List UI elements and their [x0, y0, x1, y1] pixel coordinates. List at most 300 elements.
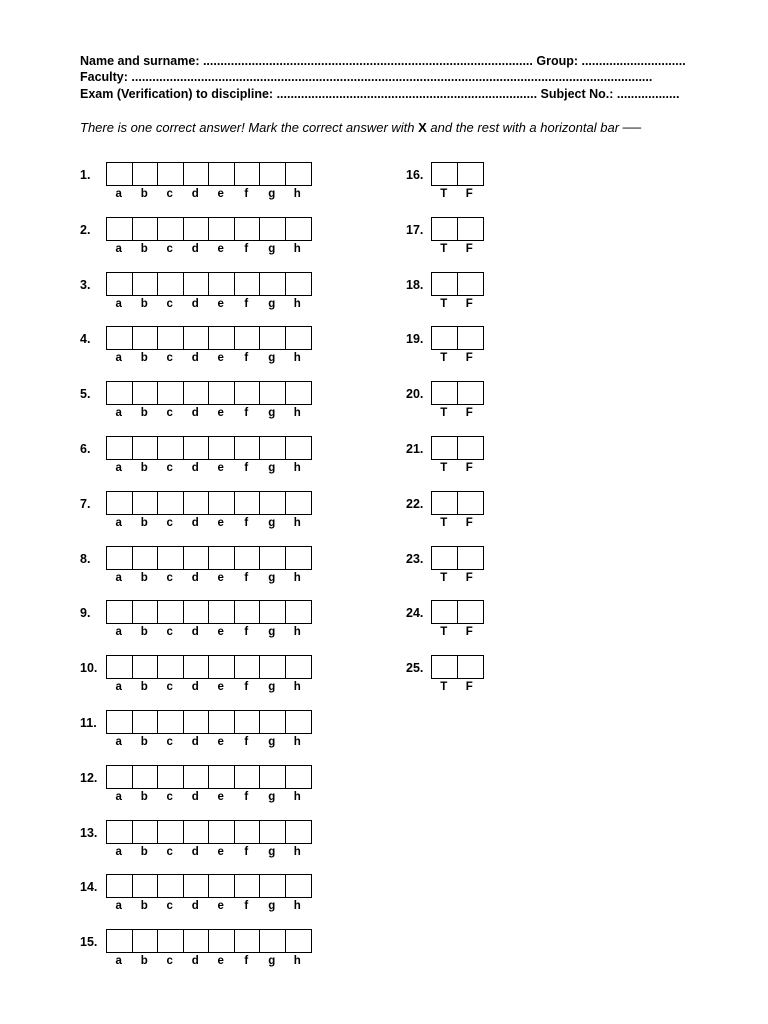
answer-box-T[interactable] — [432, 656, 458, 678]
option-label: T — [440, 571, 448, 584]
answer-box-f[interactable] — [235, 547, 261, 569]
option-label: F — [465, 297, 473, 310]
option-label: T — [440, 681, 448, 694]
question-number: 19. — [406, 332, 424, 347]
option-label: c — [166, 516, 173, 529]
answer-box-d[interactable] — [184, 656, 210, 678]
option-labels — [106, 516, 310, 530]
option-label: a — [115, 188, 122, 200]
option-label: d — [191, 352, 199, 365]
answer-box-T[interactable] — [432, 437, 458, 459]
option-label: h — [293, 845, 301, 858]
answer-box-F[interactable] — [458, 547, 484, 569]
question-number: 9. — [80, 606, 91, 621]
question-number: 23. — [406, 551, 424, 566]
option-label: g — [268, 297, 276, 310]
option-label: c — [166, 242, 173, 255]
option-label: e — [217, 955, 224, 968]
option-label: e — [217, 352, 224, 365]
answer-box-e[interactable] — [209, 766, 235, 788]
answer-box-b[interactable] — [133, 547, 159, 569]
answer-box-e[interactable] — [209, 163, 235, 185]
option-label: c — [166, 900, 173, 913]
option-label: g — [268, 516, 276, 529]
option-label: f — [244, 790, 249, 803]
option-label: g — [268, 407, 276, 420]
answer-box-e[interactable] — [209, 930, 235, 952]
answer-boxes — [106, 381, 312, 405]
answer-box-e[interactable] — [209, 492, 235, 514]
option-label: b — [140, 790, 148, 803]
answer-box-F[interactable] — [458, 327, 484, 349]
question-number: 11. — [80, 716, 97, 730]
option-label: a — [115, 571, 122, 584]
answer-box-b[interactable] — [133, 437, 159, 459]
answer-box-d[interactable] — [184, 601, 210, 623]
option-label: c — [166, 736, 173, 748]
answer-box-F[interactable] — [458, 163, 484, 185]
answer-box-b[interactable] — [133, 601, 159, 623]
answer-box-g[interactable] — [260, 163, 286, 185]
option-labels — [431, 297, 482, 311]
answer-box-c[interactable] — [158, 492, 184, 514]
answer-box-g[interactable] — [260, 218, 286, 240]
option-label: b — [140, 516, 148, 529]
answer-box-g[interactable] — [260, 273, 286, 295]
instructions-mark: X — [418, 120, 427, 135]
option-label: f — [244, 571, 249, 584]
answer-box-f[interactable] — [235, 711, 261, 733]
answer-box-F[interactable] — [458, 656, 484, 678]
option-label: F — [465, 407, 473, 420]
answer-boxes — [106, 272, 312, 296]
option-label: h — [293, 736, 301, 748]
option-label: h — [293, 790, 301, 803]
answer-box-T[interactable] — [432, 218, 458, 240]
option-label: e — [217, 407, 224, 420]
question-number: 22. — [406, 496, 424, 511]
answer-box-a[interactable] — [107, 601, 133, 623]
answer-boxes — [106, 491, 312, 515]
answer-box-g[interactable] — [260, 601, 286, 623]
answer-box-c[interactable] — [158, 601, 184, 623]
answer-box-h[interactable] — [286, 711, 312, 733]
answer-box-e[interactable] — [209, 382, 235, 404]
answer-box-a[interactable] — [107, 930, 133, 952]
option-label: a — [115, 462, 122, 474]
answer-box-g[interactable] — [260, 547, 286, 569]
option-label: f — [244, 516, 249, 529]
option-label: d — [191, 407, 199, 420]
answer-box-b[interactable] — [133, 656, 159, 678]
option-label: T — [440, 407, 448, 420]
option-label: b — [140, 352, 148, 365]
answer-box-c[interactable] — [158, 656, 184, 678]
option-label: c — [166, 790, 173, 803]
option-label: d — [191, 462, 199, 474]
option-labels — [106, 954, 310, 968]
answer-box-e[interactable] — [209, 327, 235, 349]
answer-box-c[interactable] — [158, 273, 184, 295]
option-label: g — [268, 626, 276, 639]
option-labels — [106, 406, 310, 420]
answer-box-a[interactable] — [107, 656, 133, 678]
answer-box-g[interactable] — [260, 821, 286, 843]
option-label: a — [115, 407, 122, 420]
option-label: f — [244, 626, 249, 639]
answer-box-a[interactable] — [107, 163, 133, 185]
answer-box-d[interactable] — [184, 821, 210, 843]
answer-box-f[interactable] — [235, 875, 261, 897]
option-label: e — [217, 571, 224, 584]
answer-box-h[interactable] — [286, 875, 312, 897]
option-label: d — [191, 242, 199, 255]
option-label: a — [115, 297, 122, 310]
answer-box-a[interactable] — [107, 547, 133, 569]
answer-box-h[interactable] — [286, 492, 312, 514]
answer-box-b[interactable] — [133, 875, 159, 897]
option-label: c — [166, 571, 173, 584]
option-label: h — [293, 955, 301, 968]
instructions-text-end: and the rest with a horizontal bar ── — [426, 120, 642, 135]
option-label: b — [140, 845, 148, 858]
option-label: h — [293, 407, 301, 420]
option-labels — [106, 242, 310, 256]
option-label: a — [115, 845, 122, 858]
answer-box-c[interactable] — [158, 163, 184, 185]
option-label: g — [268, 352, 276, 365]
answer-box-f[interactable] — [235, 437, 261, 459]
question-number: 17. — [406, 222, 424, 237]
option-labels — [106, 735, 310, 749]
question-number: 13. — [80, 825, 98, 840]
answer-box-h[interactable] — [286, 547, 312, 569]
question-number: 20. — [406, 387, 424, 402]
option-label: c — [166, 681, 173, 694]
option-label: a — [115, 900, 122, 913]
answer-box-h[interactable] — [286, 273, 312, 295]
option-label: a — [115, 681, 122, 694]
answer-box-f[interactable] — [235, 382, 261, 404]
option-labels — [431, 680, 482, 694]
option-label: e — [217, 681, 224, 694]
answer-box-e[interactable] — [209, 218, 235, 240]
answer-box-h[interactable] — [286, 821, 312, 843]
question-number: 12. — [80, 770, 98, 785]
answer-boxes — [106, 326, 312, 350]
answer-box-f[interactable] — [235, 766, 261, 788]
answer-box-h[interactable] — [286, 163, 312, 185]
answer-box-b[interactable] — [133, 930, 159, 952]
answer-box-F[interactable] — [458, 492, 484, 514]
option-label: a — [115, 516, 122, 529]
answer-box-c[interactable] — [158, 821, 184, 843]
option-label: h — [293, 900, 301, 913]
option-labels — [106, 625, 310, 639]
option-label: a — [115, 626, 122, 639]
option-labels — [106, 571, 310, 585]
answer-box-a[interactable] — [107, 821, 133, 843]
option-label: g — [268, 900, 276, 913]
option-label: f — [244, 297, 249, 310]
option-label: a — [115, 736, 122, 748]
option-label: b — [140, 681, 148, 694]
question-number: 25. — [406, 661, 424, 676]
answer-boxes — [431, 381, 484, 405]
answer-box-b[interactable] — [133, 218, 159, 240]
option-label: g — [268, 955, 276, 968]
answer-box-d[interactable] — [184, 382, 210, 404]
answer-boxes — [431, 326, 484, 350]
option-label: g — [268, 188, 276, 200]
option-label: d — [191, 900, 199, 913]
answer-box-g[interactable] — [260, 711, 286, 733]
answer-box-a[interactable] — [107, 492, 133, 514]
answer-box-f[interactable] — [235, 218, 261, 240]
answer-box-h[interactable] — [286, 766, 312, 788]
instructions — [80, 120, 641, 135]
option-label: h — [293, 188, 301, 200]
question-number: 2. — [80, 222, 91, 237]
answer-box-F[interactable] — [458, 601, 484, 623]
answer-box-e[interactable] — [209, 601, 235, 623]
answer-box-f[interactable] — [235, 821, 261, 843]
answer-box-e[interactable] — [209, 437, 235, 459]
option-labels — [431, 461, 482, 475]
answer-box-c[interactable] — [158, 711, 184, 733]
answer-box-b[interactable] — [133, 821, 159, 843]
answer-box-d[interactable] — [184, 218, 210, 240]
question-number: 15. — [80, 935, 98, 950]
option-labels — [431, 625, 482, 639]
option-label: e — [217, 845, 224, 858]
option-label: a — [115, 790, 122, 803]
answer-boxes — [431, 436, 484, 460]
answer-box-d[interactable] — [184, 766, 210, 788]
answer-box-b[interactable] — [133, 766, 159, 788]
option-labels — [431, 242, 482, 256]
answer-box-b[interactable] — [133, 273, 159, 295]
option-label: g — [268, 242, 276, 255]
faculty-line: Faculty: ...................................................................................................................................................... — [80, 70, 653, 84]
answer-box-c[interactable] — [158, 218, 184, 240]
answer-box-d[interactable] — [184, 163, 210, 185]
option-label: T — [440, 516, 448, 529]
answer-box-T[interactable] — [432, 163, 458, 185]
question-number: 5. — [80, 387, 91, 402]
answer-box-T[interactable] — [432, 547, 458, 569]
answer-box-f[interactable] — [235, 273, 261, 295]
answer-box-c[interactable] — [158, 437, 184, 459]
answer-box-a[interactable] — [107, 711, 133, 733]
answer-box-h[interactable] — [286, 656, 312, 678]
answer-box-T[interactable] — [432, 273, 458, 295]
question-number: 14. — [80, 880, 98, 895]
option-label: c — [166, 626, 173, 639]
answer-box-d[interactable] — [184, 547, 210, 569]
option-label: h — [293, 352, 301, 365]
option-labels — [106, 790, 310, 804]
answer-boxes — [106, 710, 312, 734]
option-labels — [431, 516, 482, 530]
question-number: 1. — [80, 168, 91, 182]
answer-box-b[interactable] — [133, 382, 159, 404]
answer-box-c[interactable] — [158, 547, 184, 569]
option-labels — [106, 187, 310, 201]
answer-box-d[interactable] — [184, 327, 210, 349]
answer-box-b[interactable] — [133, 327, 159, 349]
answer-box-a[interactable] — [107, 875, 133, 897]
answer-boxes — [431, 655, 484, 679]
answer-box-a[interactable] — [107, 437, 133, 459]
answer-box-c[interactable] — [158, 766, 184, 788]
option-label: h — [293, 571, 301, 584]
answer-box-g[interactable] — [260, 437, 286, 459]
answer-box-c[interactable] — [158, 875, 184, 897]
option-label: F — [465, 571, 473, 584]
option-label: d — [191, 626, 199, 639]
answer-box-g[interactable] — [260, 656, 286, 678]
option-label: f — [244, 955, 249, 968]
answer-box-c[interactable] — [158, 382, 184, 404]
question-number: 7. — [80, 496, 91, 511]
option-label: a — [115, 955, 122, 968]
answer-box-T[interactable] — [432, 492, 458, 514]
answer-box-d[interactable] — [184, 930, 210, 952]
answer-box-b[interactable] — [133, 711, 159, 733]
option-label: b — [140, 571, 148, 584]
option-labels — [106, 845, 310, 859]
option-labels — [106, 297, 310, 311]
option-label: b — [140, 407, 148, 420]
option-label: h — [293, 681, 301, 694]
answer-box-g[interactable] — [260, 875, 286, 897]
answer-box-h[interactable] — [286, 601, 312, 623]
answer-box-c[interactable] — [158, 930, 184, 952]
option-label: e — [217, 790, 224, 803]
answer-boxes — [106, 217, 312, 241]
answer-box-T[interactable] — [432, 601, 458, 623]
answer-boxes — [431, 491, 484, 515]
answer-box-b[interactable] — [133, 492, 159, 514]
answer-boxes — [431, 600, 484, 624]
answer-box-T[interactable] — [432, 327, 458, 349]
answer-box-g[interactable] — [260, 327, 286, 349]
question-number: 4. — [80, 332, 91, 347]
option-label: h — [293, 626, 301, 639]
option-label: c — [166, 955, 173, 968]
answer-boxes — [431, 162, 484, 186]
option-label: b — [140, 462, 148, 474]
answer-box-d[interactable] — [184, 437, 210, 459]
question-number: 16. — [406, 168, 424, 182]
option-label: b — [140, 297, 148, 310]
answer-box-f[interactable] — [235, 930, 261, 952]
option-label: f — [244, 188, 249, 200]
answer-boxes — [106, 546, 312, 570]
answer-box-f[interactable] — [235, 656, 261, 678]
answer-box-F[interactable] — [458, 382, 484, 404]
instructions-text-start: There is one correct answer! Mark the correct answer with — [80, 120, 419, 135]
option-label: e — [217, 736, 224, 748]
answer-box-e[interactable] — [209, 656, 235, 678]
answer-box-f[interactable] — [235, 327, 261, 349]
answer-box-e[interactable] — [209, 547, 235, 569]
option-label: h — [293, 516, 301, 529]
answer-box-d[interactable] — [184, 273, 210, 295]
name-surname-group-line: Name and surname: ............................................................................................... Group: .............................. — [80, 54, 686, 68]
answer-box-d[interactable] — [184, 875, 210, 897]
answer-box-f[interactable] — [235, 601, 261, 623]
answer-box-h[interactable] — [286, 930, 312, 952]
answer-box-g[interactable] — [260, 766, 286, 788]
option-label: g — [268, 790, 276, 803]
option-label: b — [140, 188, 148, 200]
question-number: 10. — [80, 661, 98, 676]
answer-box-h[interactable] — [286, 437, 312, 459]
question-number: 21. — [406, 442, 424, 456]
answer-box-d[interactable] — [184, 492, 210, 514]
answer-box-h[interactable] — [286, 218, 312, 240]
answer-box-f[interactable] — [235, 492, 261, 514]
option-label: g — [268, 462, 276, 474]
answer-box-b[interactable] — [133, 163, 159, 185]
answer-box-a[interactable] — [107, 382, 133, 404]
answer-box-c[interactable] — [158, 327, 184, 349]
question-number: 3. — [80, 277, 91, 292]
answer-box-h[interactable] — [286, 382, 312, 404]
option-label: e — [217, 516, 224, 529]
answer-box-F[interactable] — [458, 218, 484, 240]
option-label: b — [140, 626, 148, 639]
answer-box-a[interactable] — [107, 327, 133, 349]
answer-box-a[interactable] — [107, 218, 133, 240]
question-number: 6. — [80, 442, 91, 456]
answer-box-a[interactable] — [107, 766, 133, 788]
answer-box-F[interactable] — [458, 437, 484, 459]
option-label: e — [217, 626, 224, 639]
answer-box-g[interactable] — [260, 382, 286, 404]
answer-box-T[interactable] — [432, 382, 458, 404]
option-label: d — [191, 955, 199, 968]
option-label: f — [244, 407, 249, 420]
answer-boxes — [106, 600, 312, 624]
answer-box-e[interactable] — [209, 711, 235, 733]
answer-box-a[interactable] — [107, 273, 133, 295]
answer-box-f[interactable] — [235, 163, 261, 185]
option-labels — [431, 571, 482, 585]
option-label: d — [191, 736, 199, 748]
option-label: c — [166, 188, 173, 200]
answer-box-h[interactable] — [286, 327, 312, 349]
answer-box-d[interactable] — [184, 711, 210, 733]
option-labels — [431, 406, 482, 420]
answer-box-e[interactable] — [209, 821, 235, 843]
answer-boxes — [431, 217, 484, 241]
option-label: F — [465, 352, 473, 365]
option-label: b — [140, 900, 148, 913]
answer-boxes — [106, 765, 312, 789]
option-label: f — [244, 900, 249, 913]
answer-box-e[interactable] — [209, 875, 235, 897]
answer-box-e[interactable] — [209, 273, 235, 295]
answer-box-g[interactable] — [260, 492, 286, 514]
answer-box-F[interactable] — [458, 273, 484, 295]
answer-boxes — [431, 272, 484, 296]
option-label: b — [140, 736, 148, 748]
option-label: d — [191, 297, 199, 310]
answer-box-g[interactable] — [260, 930, 286, 952]
